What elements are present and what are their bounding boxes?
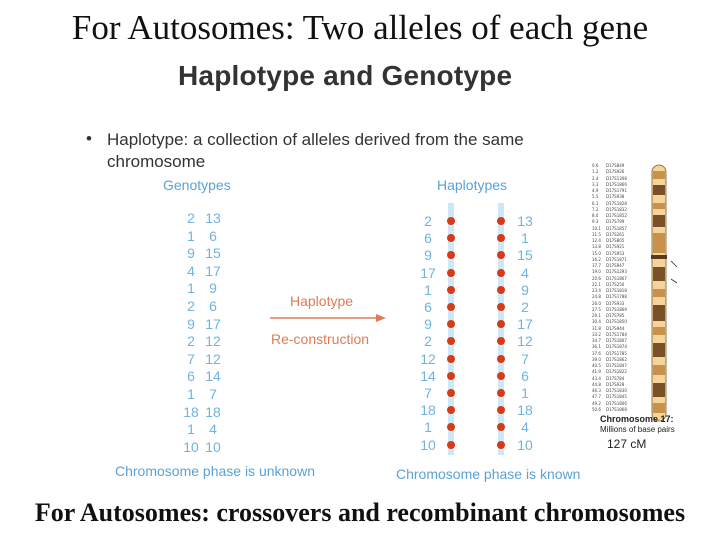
- marker-name: D17S1850: [606, 319, 627, 325]
- marker-position: 41.9: [592, 369, 601, 375]
- genotype-allele-a: 18: [183, 403, 199, 420]
- genotype-allele-b: 18: [205, 403, 221, 420]
- bottom-title: For Autosomes: crossovers and recombinant chromosomes: [34, 498, 686, 527]
- phase-unknown-label: Chromosome phase is unknown: [115, 463, 315, 479]
- haplotype-left-allele: 10: [420, 436, 436, 453]
- haplotype-left-allele: 2: [424, 333, 432, 350]
- haplotype-left-dot: [447, 286, 455, 294]
- marker-name: D17S1784: [606, 331, 627, 337]
- marker-name: D17S1868: [606, 406, 627, 412]
- marker-name: D17S1830: [606, 388, 627, 393]
- haplotype-left-allele: 17: [420, 264, 436, 281]
- genotype-allele-b: 13: [205, 210, 221, 226]
- marker-name: D17S784: [606, 375, 625, 381]
- marker-position: 15.0: [592, 250, 601, 256]
- haplotype-right-allele: 18: [517, 402, 533, 419]
- genotype-allele-a: 1: [187, 227, 195, 244]
- marker-position: 22.1: [592, 281, 601, 287]
- marker-position: 50.6: [592, 406, 601, 412]
- marker-position: 34.7: [592, 338, 601, 343]
- marker-position: 43.4: [592, 375, 601, 381]
- chromosome-length: 127 cM: [607, 437, 647, 451]
- marker-name: D17S261: [606, 231, 625, 237]
- haplotypes-header: Haplotypes: [437, 177, 508, 193]
- genotype-allele-b: 17: [205, 315, 221, 332]
- marker-position: 46.3: [592, 388, 601, 393]
- genotype-allele-b: 12: [205, 333, 221, 350]
- chromosome-17-ideogram: [645, 163, 685, 433]
- marker-position: 40.5: [592, 363, 601, 368]
- marker-position: 24.8: [592, 294, 601, 300]
- marker-position: 17.7: [592, 263, 601, 268]
- genotype-allele-b: 17: [205, 262, 221, 279]
- reconstruction-arrow: [268, 312, 388, 324]
- phase-known-label: Chromosome phase is known: [396, 466, 581, 482]
- haplotype-right-allele: 17: [517, 316, 533, 333]
- marker-name: D17S250: [606, 281, 625, 287]
- genotype-allele-b: 4: [209, 421, 217, 438]
- marker-position: 6.1: [592, 200, 599, 206]
- haplotype-right-allele: 4: [521, 419, 529, 436]
- bullet-icon: •: [86, 129, 92, 148]
- haplotype-right-allele: 2: [521, 299, 529, 315]
- haplotype-right-dot: [497, 389, 505, 397]
- marker-name: D17S1785: [606, 350, 627, 356]
- marker-name: D17S928: [606, 381, 625, 387]
- haplotype-left-allele: 2: [424, 213, 432, 229]
- genotype-allele-a: 1: [187, 386, 195, 402]
- haplotype-right-allele: 12: [517, 333, 533, 350]
- marker-name: D17S944: [606, 325, 625, 331]
- marker-position: 39.0: [592, 356, 601, 362]
- haplotype-left-allele: 1: [424, 281, 432, 298]
- haplotype-right-dot: [497, 355, 505, 363]
- genotype-allele-a: 2: [187, 298, 195, 314]
- genotype-allele-b: 7: [209, 386, 217, 402]
- marker-position: 11.5: [592, 231, 601, 237]
- marker-name: D17S1847: [606, 363, 627, 368]
- arrow-label-top: Haplotype: [290, 293, 354, 309]
- genotype-allele-b: 10: [205, 438, 221, 455]
- haplotype-left-allele: 14: [420, 367, 436, 384]
- genotype-allele-a: 10: [183, 438, 199, 455]
- haplotype-right-dot: [497, 217, 505, 225]
- genotype-allele-a: 2: [187, 210, 195, 226]
- genotype-allele-a: 9: [187, 315, 195, 332]
- marker-name: D17S1788: [606, 294, 627, 300]
- marker-name: D17S938: [606, 194, 625, 200]
- marker-position: 37.6: [592, 350, 601, 356]
- marker-name: D17S953: [606, 250, 625, 256]
- marker-name: D17S1807: [606, 338, 627, 343]
- marker-name: D17S799: [606, 219, 625, 225]
- marker-name: D17S849: [606, 163, 625, 168]
- marker-position: 30.4: [592, 319, 601, 325]
- marker-name: D17S1874: [606, 344, 627, 350]
- marker-name: D17S1293: [606, 269, 627, 275]
- genotype-allele-a: 6: [187, 368, 195, 385]
- marker-position: 27.5: [592, 306, 601, 312]
- marker-position: 23.4: [592, 288, 601, 293]
- marker-name: D17S785: [606, 313, 625, 318]
- marker-position: 12.4: [592, 238, 601, 243]
- marker-name: D17S1867: [606, 275, 627, 281]
- genotype-allele-a: 1: [187, 421, 195, 438]
- marker-name: D17S1866: [606, 181, 627, 187]
- haplotype-left-dot: [447, 441, 455, 449]
- haplotype-left-dot: [447, 303, 455, 311]
- genotype-allele-b: 14: [205, 368, 221, 385]
- genotype-allele-a: 1: [187, 280, 195, 297]
- haplotype-right-allele: 7: [521, 350, 529, 367]
- marker-name: D17S1791: [606, 188, 627, 193]
- marker-position: 2.4: [592, 175, 599, 181]
- haplotype-left-dot: [447, 217, 455, 225]
- marker-position: 1.2: [592, 169, 599, 175]
- marker-name: D17S1828: [606, 200, 627, 206]
- slide-subtitle: Haplotype and Genotype: [178, 60, 513, 91]
- chromosome-label: Chromosome 17:: [600, 414, 674, 424]
- haplotype-left-allele: 6: [424, 230, 432, 247]
- marker-name: D17S1869: [606, 306, 627, 312]
- marker-name: D17S1822: [606, 369, 627, 375]
- marker-name: D17S1871: [606, 256, 627, 262]
- genotype-allele-a: 9: [187, 245, 195, 262]
- marker-position: 49.2: [592, 400, 601, 406]
- haplotype-right-dot: [497, 269, 505, 277]
- marker-position: 29.1: [592, 313, 601, 318]
- genotype-allele-b: 6: [209, 227, 217, 244]
- marker-position: 19.0: [592, 269, 601, 275]
- genotype-allele-b: 12: [205, 350, 221, 367]
- bullet-text: Haplotype: a collection of alleles derived from the same chromosome: [107, 130, 524, 171]
- haplotype-right-dot: [497, 303, 505, 311]
- marker-position: 26.0: [592, 300, 601, 306]
- haplotype-right-dot: [497, 441, 505, 449]
- marker-name: D17S1862: [606, 356, 627, 362]
- marker-position: 3.3: [592, 181, 599, 187]
- marker-position: 8.0: [592, 213, 599, 218]
- haplotype-left-dot: [447, 269, 455, 277]
- haplotype-right-allele: 10: [517, 436, 533, 453]
- haplotype-right-allele: 9: [521, 281, 529, 298]
- chromosome-sublabel: Millions of base pairs: [600, 425, 675, 434]
- marker-position: 16.2: [592, 256, 601, 262]
- haplotype-right-allele: 4: [521, 264, 529, 281]
- haplotype-left-allele: 6: [424, 299, 432, 315]
- haplotype-right-dot: [497, 286, 505, 294]
- marker-name: D17S1852: [606, 213, 627, 218]
- genotype-allele-a: 2: [187, 333, 195, 350]
- marker-position: 10.1: [592, 225, 601, 231]
- haplotype-right-allele: 6: [521, 367, 529, 384]
- haplotype-left-allele: 7: [424, 385, 432, 401]
- marker-name: D17S1832: [606, 206, 627, 212]
- marker-name: D17S1806: [606, 400, 627, 406]
- marker-name: D17S1818: [606, 288, 627, 293]
- marker-position: 44.8: [592, 381, 601, 387]
- haplotype-left-dot: [447, 372, 455, 380]
- marker-name: D17S947: [606, 263, 625, 268]
- haplotype-left-dot: [447, 389, 455, 397]
- marker-position: 0.6: [592, 163, 599, 168]
- marker-position: 9.3: [592, 219, 599, 225]
- marker-name: D17S921: [606, 244, 625, 250]
- arrow-label-bottom: Re-construction: [271, 331, 370, 347]
- marker-position: 47.7: [592, 394, 601, 400]
- haplotype-right-allele: 15: [517, 247, 533, 264]
- genotypes-header: Genotypes: [163, 177, 231, 193]
- haplotype-left-allele: 12: [420, 350, 436, 367]
- haplotype-right-allele: 1: [521, 385, 529, 401]
- slide-title: For Autosomes: Two alleles of each gene: [71, 8, 649, 47]
- marker-name: D17S1845: [606, 394, 627, 400]
- marker-name: D17S1857: [606, 225, 627, 231]
- marker-name: D17S933: [606, 300, 625, 306]
- marker-position: 7.2: [592, 206, 599, 212]
- haplotype-right-allele: 13: [517, 213, 533, 229]
- genotype-allele-b: 6: [209, 298, 217, 314]
- marker-position: 13.8: [592, 244, 601, 250]
- chromosome-marker-list: [592, 163, 652, 413]
- genotype-allele-a: 7: [187, 350, 195, 367]
- genotype-allele-b: 15: [205, 245, 221, 262]
- haplotype-right-allele: 1: [521, 230, 529, 247]
- haplotype-right-dot: [497, 372, 505, 380]
- genotype-allele-b: 9: [209, 280, 217, 297]
- haplotype-left-dot: [447, 355, 455, 363]
- marker-position: 4.9: [592, 188, 599, 193]
- haplotype-left-allele: 1: [424, 419, 432, 436]
- marker-position: 31.8: [592, 325, 601, 331]
- genotype-allele-a: 4: [187, 262, 195, 279]
- marker-name: D17S805: [606, 238, 625, 243]
- haplotype-left-allele: 9: [424, 316, 432, 333]
- marker-position: 36.1: [592, 344, 601, 350]
- marker-position: 5.5: [592, 194, 599, 200]
- marker-position: 20.6: [592, 275, 601, 281]
- marker-position: 33.2: [592, 331, 601, 337]
- haplotype-left-allele: 18: [420, 402, 436, 419]
- marker-name: D17S926: [606, 169, 625, 175]
- marker-name: D17S1308: [606, 175, 627, 181]
- haplotype-left-allele: 9: [424, 247, 432, 264]
